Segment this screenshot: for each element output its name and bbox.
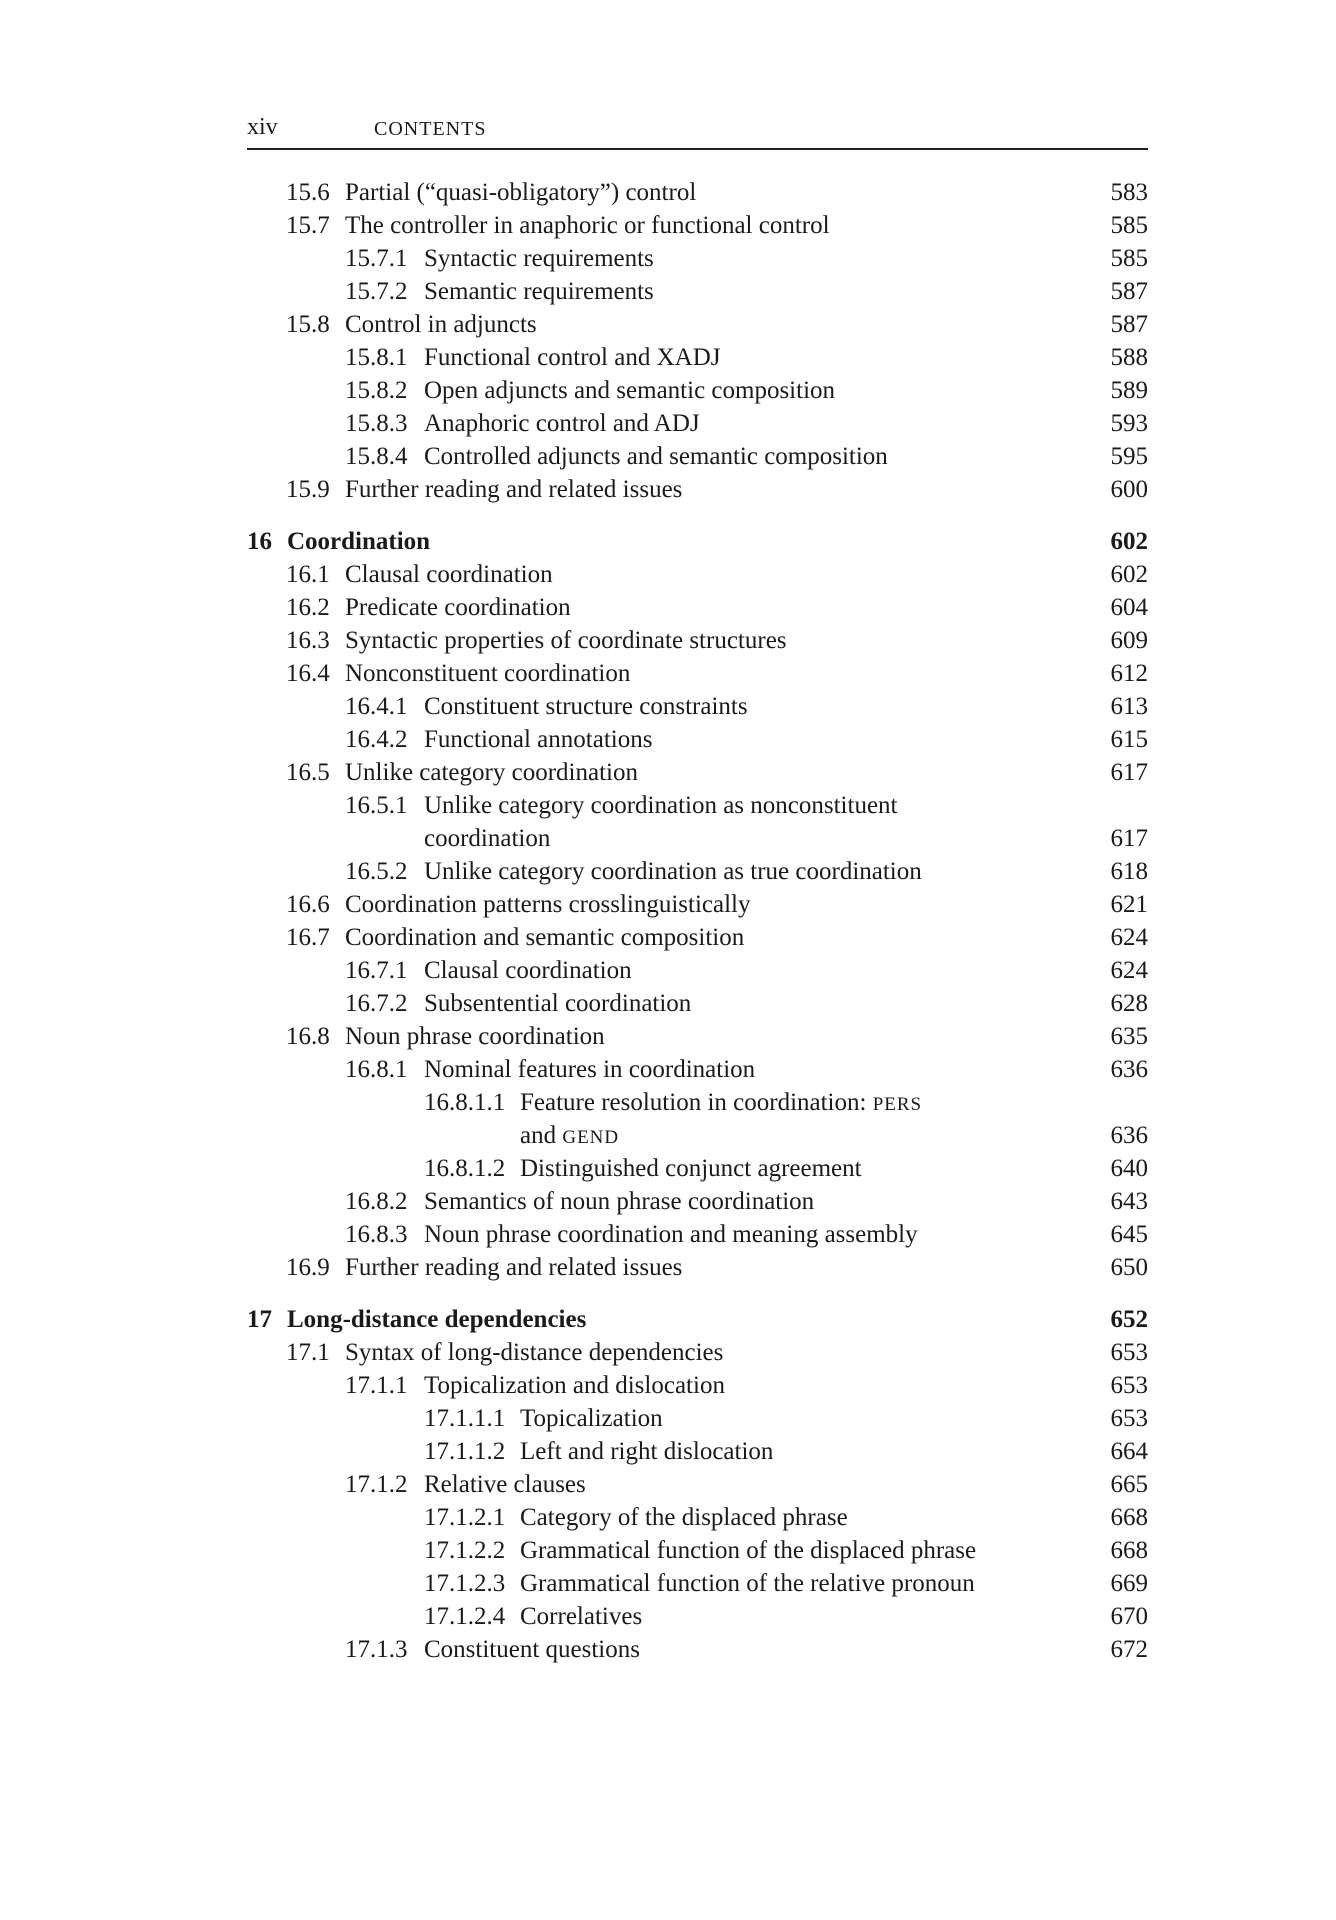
entry-title: Syntactic requirements — [424, 245, 654, 272]
toc-entry-15-8-4[interactable] — [247, 440, 1148, 473]
entry-number: 16.8.1 — [345, 1056, 408, 1083]
entry-title: Syntax of long-distance dependencies — [345, 1339, 724, 1366]
entry-page: 636 — [1110, 1056, 1148, 1083]
toc-entry-15-6[interactable] — [247, 176, 1148, 209]
entry-title: Coordination and semantic composition — [345, 924, 745, 951]
entry-title: Topicalization — [520, 1405, 663, 1432]
entry-number: 16.5.2 — [345, 858, 408, 885]
toc-entry-16-7-1[interactable] — [247, 954, 1148, 987]
toc-entry-16-1[interactable] — [247, 558, 1148, 591]
toc-entry-16-5[interactable] — [247, 756, 1148, 789]
entry-number: 17.1.2.2 — [424, 1537, 506, 1564]
entry-page: 624 — [1110, 957, 1148, 984]
entry-number: 16.8.1.2 — [424, 1155, 506, 1182]
entry-title: Noun phrase coordination — [345, 1023, 605, 1050]
entry-number: 16.7.2 — [345, 990, 408, 1017]
entry-page: 624 — [1110, 924, 1148, 951]
entry-title: Relative clauses — [424, 1471, 586, 1498]
entry-title: Predicate coordination — [345, 594, 571, 621]
entry-title: Category of the displaced phrase — [520, 1504, 848, 1531]
toc-chapter-16[interactable] — [247, 525, 1148, 558]
toc-entry-16-8-1-1-continued[interactable] — [247, 1119, 1148, 1152]
entry-page: 643 — [1110, 1188, 1148, 1215]
entry-number: 17.1.2 — [345, 1471, 408, 1498]
entry-title: Further reading and related issues — [345, 476, 683, 503]
entry-title: Subsentential coordination — [424, 990, 692, 1017]
entry-number: 16.8 — [286, 1023, 330, 1050]
chapter-title: Coordination — [287, 528, 431, 555]
chapter-number: 16 — [247, 528, 272, 555]
entry-title: Constituent questions — [424, 1636, 640, 1663]
entry-number: 16.5 — [286, 759, 330, 786]
entry-number: 16.4.2 — [345, 726, 408, 753]
toc-entry-15-8-3[interactable] — [247, 407, 1148, 440]
entry-title: Anaphoric control and ADJ — [424, 410, 700, 437]
toc-entry-16-4-2[interactable] — [247, 723, 1148, 756]
entry-page: 583 — [1110, 179, 1148, 206]
entry-number: 15.7 — [286, 212, 330, 239]
entry-title: The controller in anaphoric or functional control — [345, 212, 830, 239]
entry-page: 640 — [1110, 1155, 1148, 1182]
entry-page: 589 — [1110, 377, 1148, 404]
entry-title: Semantic requirements — [424, 278, 654, 305]
entry-page: 650 — [1110, 1254, 1148, 1281]
entry-page: 636 — [1110, 1122, 1148, 1149]
toc-entry-16-5-1-continued[interactable] — [247, 822, 1148, 855]
entry-page: 621 — [1110, 891, 1148, 918]
entry-title: Clausal coordination — [424, 957, 632, 984]
entry-page: 628 — [1110, 990, 1148, 1017]
toc-entry-16-8-1-2[interactable] — [247, 1152, 1148, 1185]
entry-number: 16.5.1 — [345, 792, 408, 819]
toc-entry-16-4[interactable] — [247, 657, 1148, 690]
chapter-page: 652 — [1110, 1306, 1148, 1333]
entry-page: 615 — [1110, 726, 1148, 753]
entry-page: 588 — [1110, 344, 1148, 371]
entry-title: Control in adjuncts — [345, 311, 537, 338]
entry-title: Functional control and XADJ — [424, 344, 721, 371]
entry-page: 585 — [1110, 212, 1148, 239]
entry-page: 593 — [1110, 410, 1148, 437]
toc-entry-16-6[interactable] — [247, 888, 1148, 921]
entry-title: Syntactic properties of coordinate structures — [345, 627, 787, 654]
entry-title: Constituent structure constraints — [424, 693, 748, 720]
entry-number: 15.8.2 — [345, 377, 408, 404]
entry-page: 635 — [1110, 1023, 1148, 1050]
entry-title: Clausal coordination — [345, 561, 553, 588]
toc-entry-16-8-1[interactable] — [247, 1053, 1148, 1086]
entry-number: 15.8 — [286, 311, 330, 338]
toc-entry-15-7-2[interactable] — [247, 275, 1148, 308]
entry-number: 16.8.3 — [345, 1221, 408, 1248]
entry-page: 653 — [1110, 1372, 1148, 1399]
entry-title: Correlatives — [520, 1603, 643, 1630]
entry-number: 16.7 — [286, 924, 330, 951]
entry-title: Noun phrase coordination and meaning assembly — [424, 1221, 918, 1248]
toc-entry-17-1-1-2[interactable] — [247, 1435, 1148, 1468]
entry-title: Topicalization and dislocation — [424, 1372, 725, 1399]
chapter-page: 602 — [1110, 528, 1148, 555]
entry-title: Open adjuncts and semantic composition — [424, 377, 836, 404]
toc-entry-16-8-3[interactable] — [247, 1218, 1148, 1251]
entry-number: 15.8.3 — [345, 410, 408, 437]
entry-number: 17.1 — [286, 1339, 330, 1366]
toc-entry-15-7[interactable] — [247, 209, 1148, 242]
toc-entry-17-1-2-2[interactable] — [247, 1534, 1148, 1567]
toc-entry-16-7-2[interactable] — [247, 987, 1148, 1020]
entry-page: 665 — [1110, 1471, 1148, 1498]
toc-entry-17-1-2-3[interactable] — [247, 1567, 1148, 1600]
entry-page: 668 — [1110, 1504, 1148, 1531]
entry-title: Unlike category coordination as nonconstituent — [424, 792, 898, 819]
entry-page: 618 — [1110, 858, 1148, 885]
chapter-number: 17 — [247, 1306, 272, 1333]
entry-number: 16.4 — [286, 660, 330, 687]
entry-number: 15.6 — [286, 179, 330, 206]
entry-number: 16.8.2 — [345, 1188, 408, 1215]
entry-page: 600 — [1110, 476, 1148, 503]
entry-title: Grammatical function of the relative pronoun — [520, 1570, 975, 1597]
entry-page: 612 — [1110, 660, 1148, 687]
toc-chapter-17[interactable] — [247, 1303, 1148, 1336]
toc-entry-16-8[interactable] — [247, 1020, 1148, 1053]
entry-page: 587 — [1110, 278, 1148, 305]
entry-number: 17.1.3 — [345, 1636, 408, 1663]
entry-title — [520, 1086, 922, 1121]
feature-gend: GEND — [562, 1127, 620, 1148]
toc-entry-15-8[interactable] — [247, 308, 1148, 341]
entry-title: Unlike category coordination — [345, 759, 638, 786]
entry-number: 17.1.1.2 — [424, 1438, 506, 1465]
entry-number: 16.1 — [286, 561, 330, 588]
entry-page: 669 — [1110, 1570, 1148, 1597]
entry-number: 17.1.1 — [345, 1372, 408, 1399]
page-title: CONTENTS — [374, 118, 487, 140]
entry-title: Grammatical function of the displaced phrase — [520, 1537, 977, 1564]
toc-entry-16-4-1[interactable] — [247, 690, 1148, 723]
entry-title: Functional annotations — [424, 726, 653, 753]
entry-number: 17.1.2.3 — [424, 1570, 506, 1597]
entry-number: 15.7.2 — [345, 278, 408, 305]
entry-page: 645 — [1110, 1221, 1148, 1248]
entry-number: 16.8.1.1 — [424, 1089, 506, 1116]
toc-entry-17-1-2[interactable] — [247, 1468, 1148, 1501]
entry-page: 668 — [1110, 1537, 1148, 1564]
entry-number: 15.7.1 — [345, 245, 408, 272]
toc-entry-16-8-1-1[interactable] — [247, 1086, 1148, 1119]
entry-number: 15.8.4 — [345, 443, 408, 470]
entry-number: 16.2 — [286, 594, 330, 621]
entry-title: Distinguished conjunct agreement — [520, 1155, 862, 1182]
running-head — [247, 112, 1148, 150]
entry-title: Nominal features in coordination — [424, 1056, 756, 1083]
entry-page: 653 — [1110, 1339, 1148, 1366]
entry-title: Nonconstituent coordination — [345, 660, 631, 687]
toc-entry-17-1-1[interactable] — [247, 1369, 1148, 1402]
entry-number: 17.1.1.1 — [424, 1405, 506, 1432]
entry-title: Controlled adjuncts and semantic composition — [424, 443, 888, 470]
toc-entry-16-9[interactable] — [247, 1251, 1148, 1284]
entry-page: 613 — [1110, 693, 1148, 720]
entry-number: 17.1.2.4 — [424, 1603, 506, 1630]
toc-entry-15-7-1[interactable] — [247, 242, 1148, 275]
entry-number: 15.9 — [286, 476, 330, 503]
entry-title: Unlike category coordination as true coordination — [424, 858, 922, 885]
entry-number: 16.9 — [286, 1254, 330, 1281]
toc-entry-16-8-2[interactable] — [247, 1185, 1148, 1218]
entry-page: 604 — [1110, 594, 1148, 621]
entry-page: 617 — [1110, 759, 1148, 786]
entry-page: 617 — [1110, 825, 1148, 852]
toc-entry-16-7[interactable] — [247, 921, 1148, 954]
toc-entry-17-1-2-1[interactable] — [247, 1501, 1148, 1534]
entry-title: Further reading and related issues — [345, 1254, 683, 1281]
entry-page: 585 — [1110, 245, 1148, 272]
entry-title: Partial (“quasi-obligatory”) control — [345, 179, 697, 206]
page-number: xiv — [247, 114, 278, 140]
toc-entry-16-5-2[interactable] — [247, 855, 1148, 888]
toc-entry-15-8-1[interactable] — [247, 341, 1148, 374]
entry-title: Left and right dislocation — [520, 1438, 774, 1465]
toc-entry-17-1-1-1[interactable] — [247, 1402, 1148, 1435]
toc-entry-17-1[interactable] — [247, 1336, 1148, 1369]
entry-number: 16.7.1 — [345, 957, 408, 984]
chapter-title: Long-distance dependencies — [287, 1306, 587, 1333]
entry-page: 602 — [1110, 561, 1148, 588]
entry-title-continuation — [520, 1119, 619, 1154]
entry-page: 595 — [1110, 443, 1148, 470]
entry-page: 664 — [1110, 1438, 1148, 1465]
entry-page: 672 — [1110, 1636, 1148, 1663]
toc-entry-17-1-3[interactable] — [247, 1633, 1148, 1666]
entry-page: 587 — [1110, 311, 1148, 338]
entry-title-continuation: coordination — [424, 825, 551, 852]
entry-title: Semantics of noun phrase coordination — [424, 1188, 815, 1215]
entry-number: 15.8.1 — [345, 344, 408, 371]
entry-page: 670 — [1110, 1603, 1148, 1630]
entry-page: 653 — [1110, 1405, 1148, 1432]
entry-title: Coordination patterns crosslinguistically — [345, 891, 751, 918]
toc-entry-16-2[interactable] — [247, 591, 1148, 624]
entry-number: 17.1.2.1 — [424, 1504, 506, 1531]
toc-entry-15-9[interactable] — [247, 473, 1148, 506]
toc-entry-16-3[interactable] — [247, 624, 1148, 657]
toc-entry-16-5-1[interactable] — [247, 789, 1148, 822]
entry-title-text: and — [520, 1122, 557, 1149]
entry-title-text: Feature resolution in coordination: — [520, 1089, 867, 1116]
entry-page: 609 — [1110, 627, 1148, 654]
entry-number: 16.6 — [286, 891, 330, 918]
toc-entry-15-8-2[interactable] — [247, 374, 1148, 407]
toc-entry-17-1-2-4[interactable] — [247, 1600, 1148, 1633]
entry-number: 16.4.1 — [345, 693, 408, 720]
feature-pers: PERS — [872, 1094, 923, 1115]
entry-number: 16.3 — [286, 627, 330, 654]
